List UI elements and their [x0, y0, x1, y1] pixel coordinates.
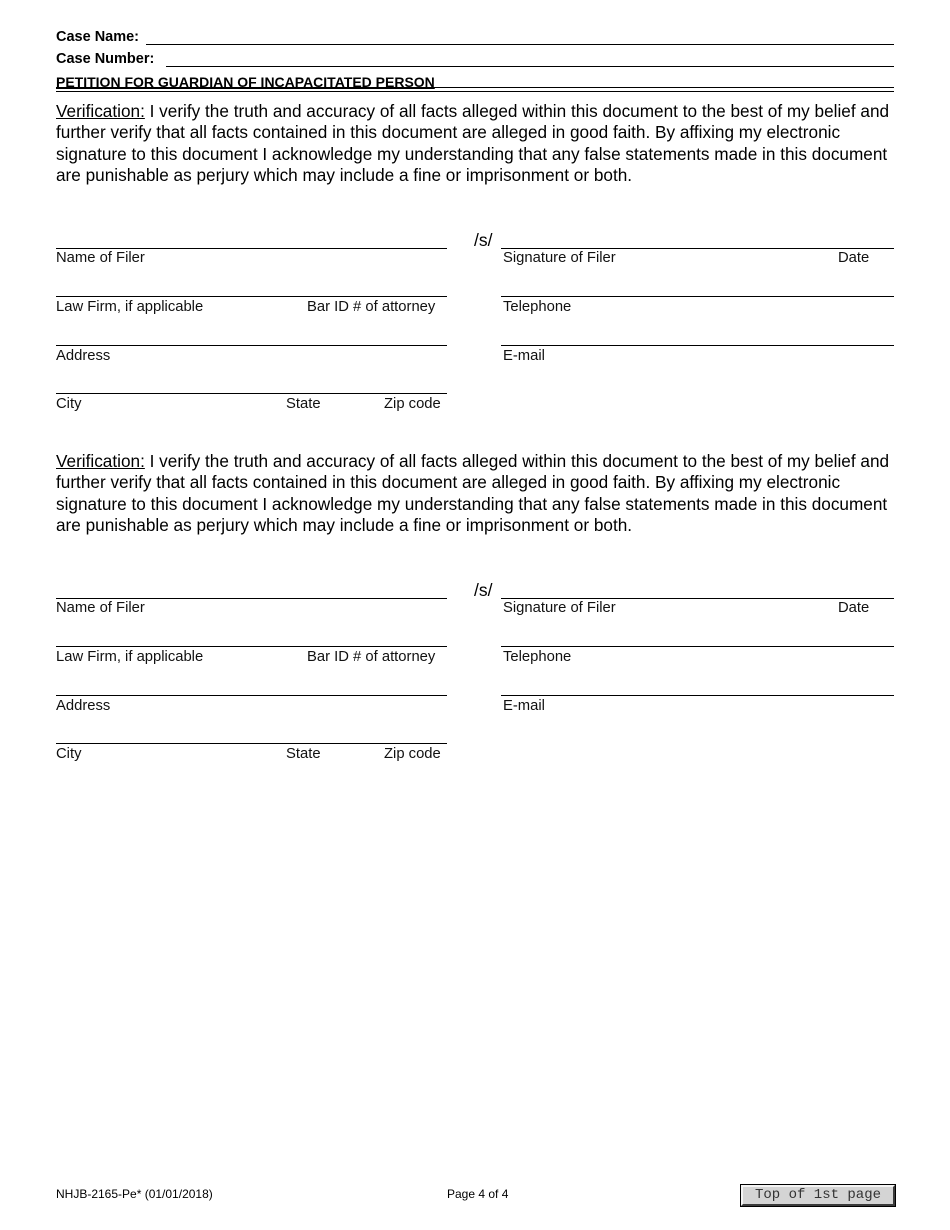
verification-heading: Verification:	[56, 101, 145, 121]
address-field[interactable]	[56, 345, 447, 346]
address-label: Address	[56, 348, 111, 364]
case-name-label: Case Name:	[56, 29, 140, 45]
city-label: City	[56, 746, 82, 762]
verification-paragraph	[56, 451, 896, 536]
form-id: NHJB-2165-Pe* (01/01/2018)	[56, 1187, 213, 1201]
signature-of-filer-field[interactable]	[501, 248, 894, 249]
bar-id-label: Bar ID # of attorney	[307, 299, 436, 315]
date-label: Date	[838, 600, 870, 616]
verification-text: I verify the truth and accuracy of all facts alleged within this document to the best of my belief and further verify that all facts contained in this document are alleged in good faith. By affixing my electronic signature to this document I acknowledge my understanding that any false statements made in this document are punishable as perjury which may include a fine or imprisonment or both.	[56, 101, 890, 185]
case-name-field[interactable]	[146, 44, 894, 45]
name-of-filer-label: Name of Filer	[56, 600, 145, 616]
email-label: E-mail	[503, 348, 545, 364]
law-firm-label: Law Firm, if applicable	[56, 299, 204, 315]
email-field[interactable]	[501, 345, 894, 346]
page-number: Page 4 of 4	[447, 1187, 509, 1201]
document-title: PETITION FOR GUARDIAN OF INCAPACITATED PERSON	[56, 74, 435, 90]
law-firm-label: Law Firm, if applicable	[56, 649, 204, 665]
telephone-label: Telephone	[503, 299, 572, 315]
telephone-label: Telephone	[503, 649, 572, 665]
signature-of-filer-label: Signature of Filer	[503, 600, 616, 616]
bar-id-label: Bar ID # of attorney	[307, 649, 436, 665]
signature-of-filer-field[interactable]	[501, 598, 894, 599]
zip-code-label: Zip code	[384, 746, 441, 762]
city-label: City	[56, 396, 82, 412]
name-of-filer-field[interactable]	[56, 598, 447, 599]
verification-paragraph	[56, 101, 896, 186]
verification-heading: Verification:	[56, 451, 145, 471]
date-label: Date	[838, 250, 870, 266]
zip-code-label: Zip code	[384, 396, 441, 412]
state-label: State	[286, 746, 321, 762]
address-field[interactable]	[56, 695, 447, 696]
signature-of-filer-label: Signature of Filer	[503, 250, 616, 266]
verification-text: I verify the truth and accuracy of all facts alleged within this document to the best of my belief and further verify that all facts contained in this document are alleged in good faith. By affixing my electronic signature to this document I acknowledge my understanding that any false statements made in this document are punishable as perjury which may include a fine or imprisonment or both.	[56, 451, 890, 535]
telephone-field[interactable]	[501, 646, 894, 647]
email-label: E-mail	[503, 698, 545, 714]
email-field[interactable]	[501, 695, 894, 696]
law-firm-field[interactable]	[56, 646, 447, 647]
law-firm-field[interactable]	[56, 296, 447, 297]
signature-prefix: /s/	[474, 230, 493, 250]
case-number-field[interactable]	[166, 66, 894, 67]
case-number-label: Case Number:	[56, 51, 155, 67]
signature-prefix: /s/	[474, 580, 493, 600]
title-divider	[56, 87, 894, 92]
telephone-field[interactable]	[501, 296, 894, 297]
city-state-zip-field[interactable]	[56, 393, 447, 394]
top-of-first-page-button[interactable]: Top of 1st page	[741, 1185, 895, 1206]
name-of-filer-label: Name of Filer	[56, 250, 145, 266]
name-of-filer-field[interactable]	[56, 248, 447, 249]
address-label: Address	[56, 698, 111, 714]
city-state-zip-field[interactable]	[56, 743, 447, 744]
state-label: State	[286, 396, 321, 412]
